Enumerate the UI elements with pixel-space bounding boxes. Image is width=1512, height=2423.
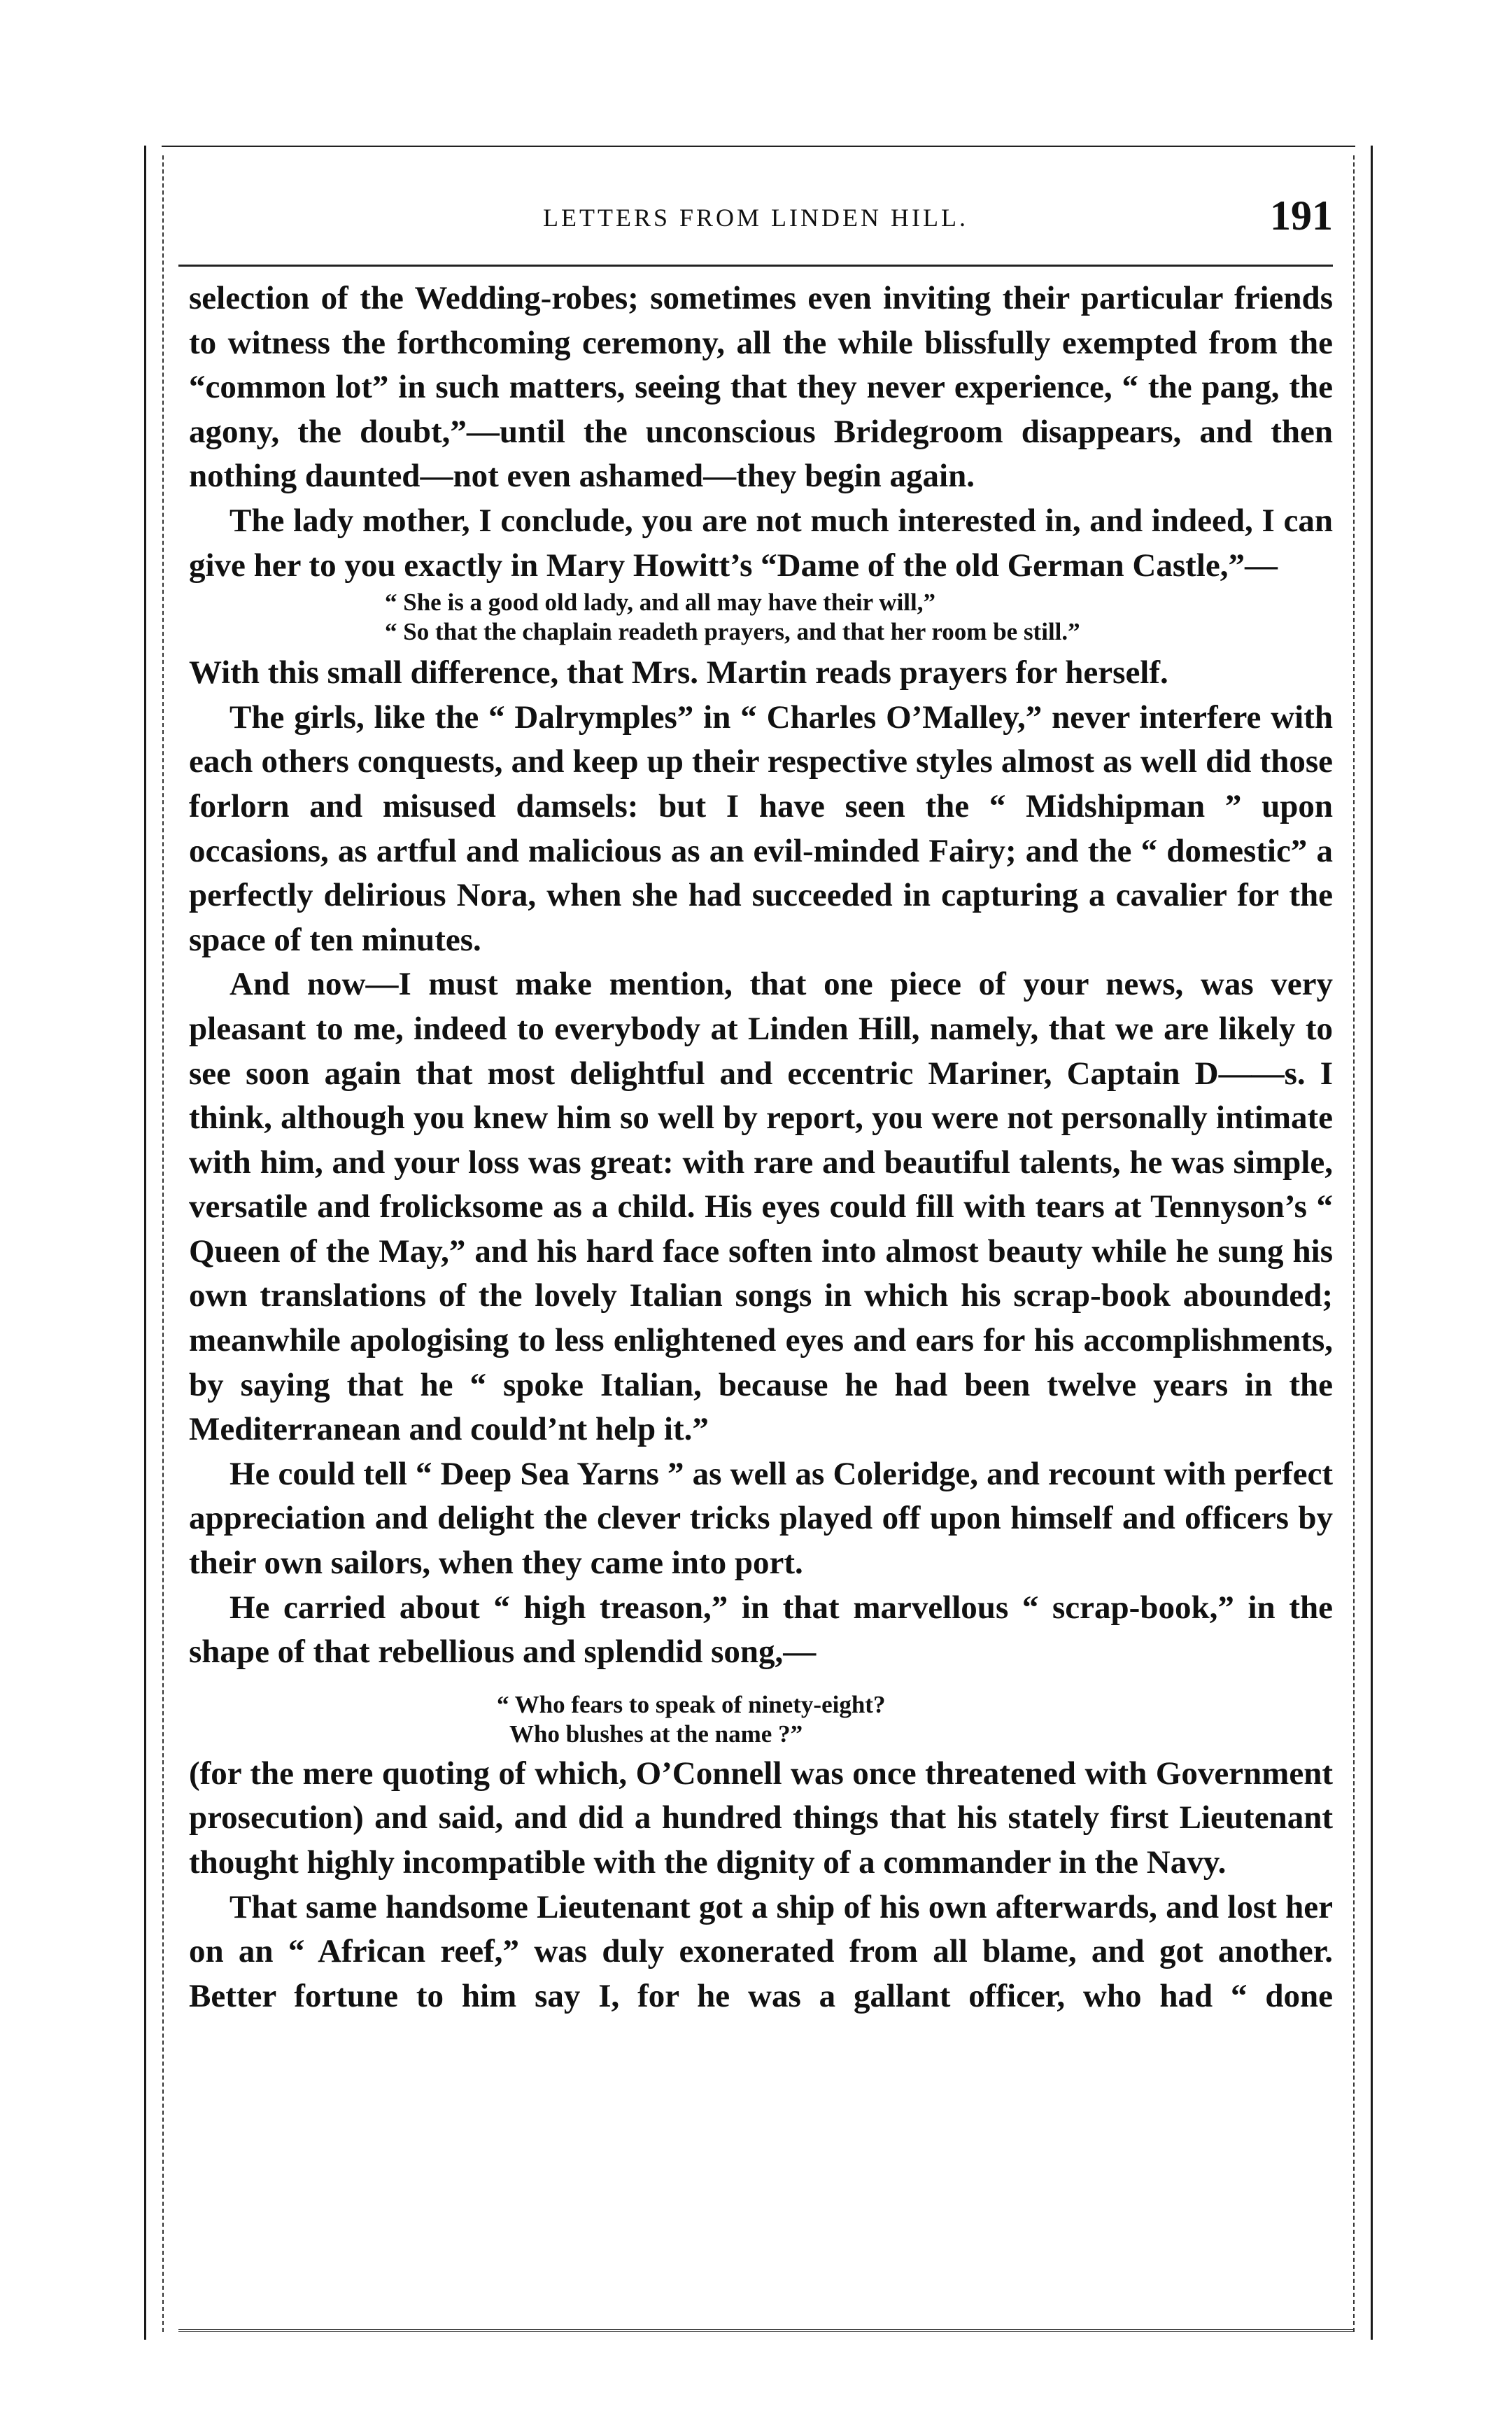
verse-2-line-2: Who blushes at the name ?” xyxy=(509,1720,803,1748)
paragraph-3: With this small difference, that Mrs. Martin reads prayers for herself. xyxy=(189,654,1168,691)
verse-1-line-2: “ So that the chaplain readeth prayers, and that her room be still.” xyxy=(385,618,1080,646)
paragraph-2: The lady mother, I conclude, you are not much interested in, and indeed, I can give her to you exactly in Mary Howitt’s “Dame of the old German Castle,”— xyxy=(189,502,1333,584)
footer-rule xyxy=(178,2329,1354,2332)
paragraph-5: And now—I must make mention, that one piece of your news, was very pleasant to me, indeed to everybody at Linden Hill, namely, that we are likely to see soon again that most delightful and eccentric Mariner, Captain D——s. I think, although you knew him so well by report, you were not personally intimate with him, and your loss was great: with rare and beautiful talents, he was simple, versatile and frolicksome as a child. His eyes could fill with tears at Tennyson’s “ Queen of the May,” and his hard face soften into almost beauty while he sung his own translations of the lovely Italian songs in which his scrap-book abounded; meanwhile apologising to less enlightened eyes and ears for his accomplishments, by saying that he “ spoke Italian, because he had been twelve years in the Mediterranean and could’nt help it.” xyxy=(189,966,1333,1448)
header-rule xyxy=(178,265,1333,267)
paragraph-1: selection of the Wedding-robes; sometimes even inviting their particular friends to witness the forthcoming ceremony, all the while blissfully exempted from the “common lot” in such matters, seeing that they never experience, “ the pang, the agony, the doubt,”—until the unconscious Bridegroom disappears, and then nothing daunted—not even ashamed—they begin again. xyxy=(189,280,1333,495)
paragraph-8: (for the mere quoting of which, O’Connell was once threatened with Government prosecution) and said, and did a hundred things that his stately first Lieutenant thought highly incompatible with the dignity of a commander in the Navy. xyxy=(189,1755,1333,1881)
paragraph-9: That same handsome Lieutenant got a ship of his own afterwards, and lost her on an “ African reef,” was duly exonerated from all blame, and got another. Better fortune to him say I, for he was a gallant officer, who had “ done xyxy=(189,1888,1333,2014)
body-text xyxy=(189,276,1333,2018)
running-title: LETTERS FROM LINDEN HILL. xyxy=(543,204,968,232)
page-number: 191 xyxy=(1270,192,1333,239)
verse-quote-2 xyxy=(189,1690,1333,1749)
verse-quote-1 xyxy=(189,588,1333,647)
verse-2-line-1: “ Who fears to speak of ninety-eight? xyxy=(497,1690,886,1718)
verse-1-line-1: “ She is a good old lady, and all may have their will,” xyxy=(385,589,935,617)
paragraph-7: He carried about “ high treason,” in that marvellous “ scrap-book,” in the shape of that rebellious and splendid song,— xyxy=(189,1589,1333,1671)
paragraph-6: He could tell “ Deep Sea Yarns ” as well as Coleridge, and recount with perfect appreciation and delight the clever tricks played off upon himself and officers by their own sailors, when they came into port. xyxy=(189,1455,1333,1582)
paragraph-4: The girls, like the “ Dalrymples” in “ Charles O’Malley,” never interfere with each others conquests, and keep up their respective styles almost as well did those forlorn and misused damsels: but I have seen the “ Midshipman ” upon occasions, as artful and malicious as an evil-minded Fairy; and the “ domestic” a perfectly delirious Nora, when she had succeeded in capturing a cavalier for the space of ten minutes. xyxy=(189,698,1333,958)
page-header xyxy=(178,189,1333,252)
